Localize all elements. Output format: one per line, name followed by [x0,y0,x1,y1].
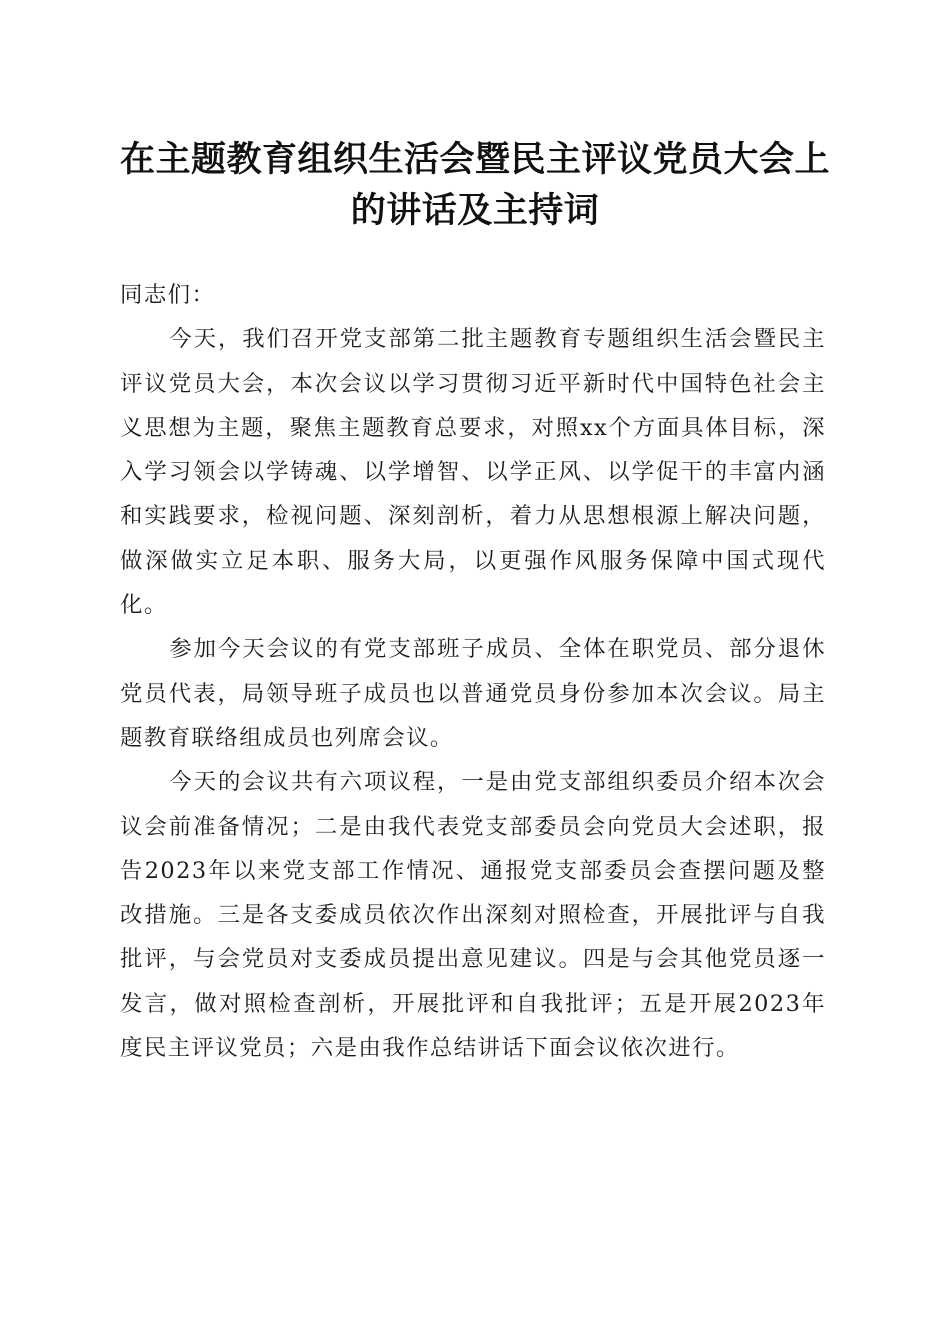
document-title [110,134,840,236]
salutation: 同志们： [120,282,216,308]
title-line-2: 的讲话及主持词 [350,190,600,231]
paragraph-attendees: 参加今天会议的有党支部班子成员、全体在职党员、部分退休党员代表，局领导班子成员也以普通党员身份参加本次会议。局主题教育联络组成员也列席会议。 [120,636,826,751]
paragraph-opening: 今天，我们召开党支部第二批主题教育专题组织生活会暨民主评议党员大会，本次会议以学习贯彻习近平新时代中国特色社会主义思想为主题，聚焦主题教育总要求，对照xx个方面具体目标，深入学习领会以学铸魂、以学增智、以学正风、以学促干的丰富内涵和实践要求，检视问题、深刻剖析，着力从思想根源上解决问题，做深做实立足本职、服务大局，以更强作风服务保障中国式现代化。 [120,326,826,619]
document-body [120,273,826,1070]
title-line-1: 在主题教育组织生活会暨民主评议党员大会上 [119,139,830,180]
paragraph-agenda: 今天的会议共有六项议程，一是由党支部组织委员介绍本次会议会前准备情况；二是由我代表党支部委员会向党员大会述职，报告2023年以来党支部工作情况、通报党支部委员会查摆问题及整改措施。三是各支委成员依次作出深刻对照检查，开展批评与自我批评，与会党员对支委成员提出意见建议。四是与会其他党员逐一发言，做对照检查剖析，开展批评和自我批评；五是开展2023年度民主评议党员；六是由我作总结讲话下面会议依次进行。 [120,769,826,1062]
